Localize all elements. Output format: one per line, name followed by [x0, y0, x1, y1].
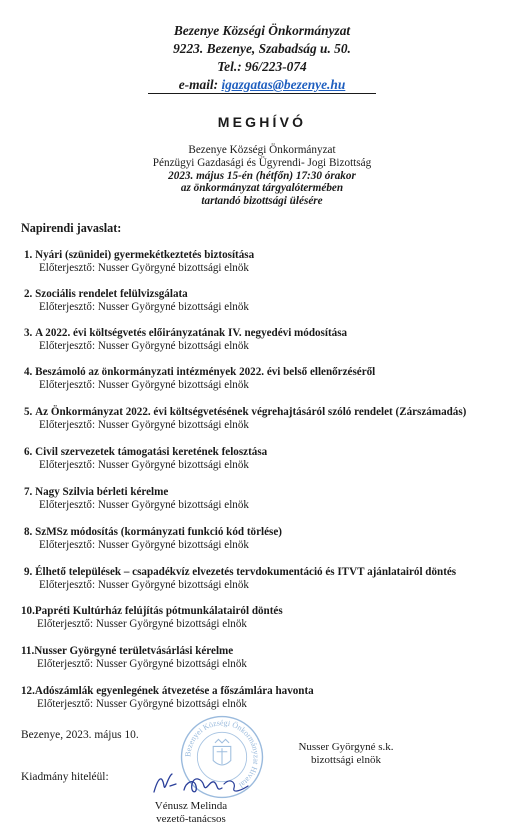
- agenda-item-presenter: Előterjesztő: Nusser Györgyné bizottsági elnök: [37, 617, 247, 630]
- agenda-item-number: 2.: [24, 288, 33, 300]
- agenda-item-presenter: Előterjesztő: Nusser Györgyné bizottsági elnök: [39, 538, 249, 551]
- stamp-crest-icon: [213, 739, 231, 765]
- agenda-item: [24, 249, 518, 274]
- agenda-item-presenter: Előterjesztő: Nusser Györgyné bizottsági elnök: [39, 300, 249, 313]
- certifier-block: [128, 800, 254, 825]
- agenda-item-title: Adószámlák egyenlegének átvezetése a főszámlára havonta: [34, 685, 314, 697]
- signer-block: [280, 741, 412, 767]
- agenda-item-presenter: Előterjesztő: Nusser Györgyné bizottsági elnök: [39, 498, 249, 511]
- agenda-item-title: Nyári (szünidei) gyermekétkeztetés biztosítása: [35, 249, 255, 261]
- agenda-item: [24, 446, 518, 471]
- org-name: Bezenye Községi Önkormányzat: [173, 23, 351, 38]
- certification-label: Kiadmány hiteléül:: [21, 771, 109, 783]
- agenda-item-number: 11.: [21, 645, 35, 657]
- agenda-item-presenter: Előterjesztő: Nusser Györgyné bizottsági elnök: [39, 458, 249, 471]
- agenda-item-title: Nagy Szilvia bérleti kérelme: [35, 486, 169, 498]
- agenda-item-presenter: Előterjesztő: Nusser Györgyné bizottsági elnök: [37, 657, 247, 670]
- agenda-item: [24, 406, 518, 431]
- handwritten-signature: [150, 768, 252, 798]
- agenda-item-presenter: Előterjesztő: Nusser Györgyné bizottsági elnök: [39, 339, 249, 352]
- agenda-item-presenter: Előterjesztő: Nusser Györgyné bizottsági elnök: [39, 418, 249, 431]
- agenda-item-number: 9.: [24, 566, 33, 578]
- agenda-item-number: 7.: [24, 486, 33, 498]
- email-link[interactable]: igazgatas@bezenye.hu: [221, 77, 346, 92]
- agenda-item-title: Nusser Györgyné területvásárlási kérelme: [34, 645, 234, 657]
- agenda-item-title: Civil szervezetek támogatási keretének felosztása: [35, 446, 268, 458]
- signer-name: Nusser Györgyné s.k.: [298, 741, 394, 753]
- signer-role: bizottsági elnök: [311, 754, 381, 766]
- agenda-item-title: Az Önkormányzat 2022. évi költségvetésének végrehajtásáról szóló rendelet (Zárszámadás): [35, 406, 467, 418]
- agenda-item-title: Szociális rendelet felülvizsgálata: [35, 288, 188, 300]
- agenda-item-number: 5.: [24, 406, 33, 418]
- agenda-item-number: 6.: [24, 446, 33, 458]
- intro-meeting: tartandó bizottsági ülésére: [201, 195, 323, 208]
- agenda-item: [24, 288, 518, 313]
- agenda-item: [21, 605, 515, 630]
- agenda-item-title: Beszámoló az önkormányzati intézmények 2022. évi belső ellenőrzéséről: [35, 366, 376, 378]
- agenda-item: [24, 486, 518, 511]
- agenda-item-title: Élhető települések – csapadékvíz elvezetés tervdokumentáció és ITVT ajánlatairól döntés: [35, 566, 457, 578]
- agenda-item: [24, 327, 518, 352]
- intro-venue: az önkormányzat tárgyalótermében: [180, 182, 344, 195]
- agenda-item-number: 8.: [24, 526, 33, 538]
- agenda-item: [21, 645, 515, 670]
- agenda-heading: Napirendi javaslat:: [21, 221, 122, 235]
- agenda-item: [21, 685, 515, 710]
- agenda-item-number: 10.: [21, 605, 35, 617]
- certifier-name: Vénusz Melinda: [154, 800, 228, 812]
- org-address: 9223. Bezenye, Szabadság u. 50.: [173, 41, 351, 56]
- agenda-item: [24, 526, 518, 551]
- document-date: Bezenye, 2023. május 10.: [21, 729, 139, 741]
- agenda-item-presenter: Előterjesztő: Nusser Györgyné bizottsági elnök: [39, 578, 249, 591]
- agenda-item-number: 1.: [24, 249, 33, 261]
- stamp-text-path: Bezenyei Községi Önkormányzat Hivatal: [183, 718, 261, 790]
- agenda-item-presenter: Előterjesztő: Nusser Györgyné bizottsági elnök: [37, 697, 247, 710]
- agenda-item-title: Papréti Kultúrház felújítás pótmunkálatairól döntés: [34, 605, 283, 617]
- agenda-item-number: 12.: [21, 685, 35, 697]
- org-phone: Tel.: 96/223-074: [217, 59, 307, 74]
- agenda-item-title: A 2022. évi költségvetés előirányzatának IV. negyedévi módosítása: [35, 327, 348, 339]
- certifier-role: vezető-tanácsos: [156, 812, 226, 825]
- email-label: e-mail:: [178, 77, 222, 92]
- agenda-item: [24, 566, 518, 591]
- intro-org: Bezenye Községi Önkormányzat: [188, 144, 336, 156]
- agenda-item-number: 4.: [24, 366, 33, 378]
- agenda-item-presenter: Előterjesztő: Nusser Györgyné bizottsági elnök: [39, 378, 249, 391]
- agenda-item-presenter: Előterjesztő: Nusser Györgyné bizottsági elnök: [39, 261, 249, 274]
- intro-datetime: 2023. május 15-én (hétfőn) 17:30 órakor: [168, 169, 356, 182]
- intro-committee: Pénzügyi Gazdasági és Ügyrendi- Jogi Bizottság: [152, 156, 372, 169]
- agenda-item-title: SzMSz módosítás (kormányzati funkció kód törlése): [35, 526, 282, 538]
- document-title: MEGHÍVÓ: [217, 114, 307, 130]
- agenda-item: [24, 366, 518, 391]
- agenda-item-number: 3.: [24, 327, 33, 339]
